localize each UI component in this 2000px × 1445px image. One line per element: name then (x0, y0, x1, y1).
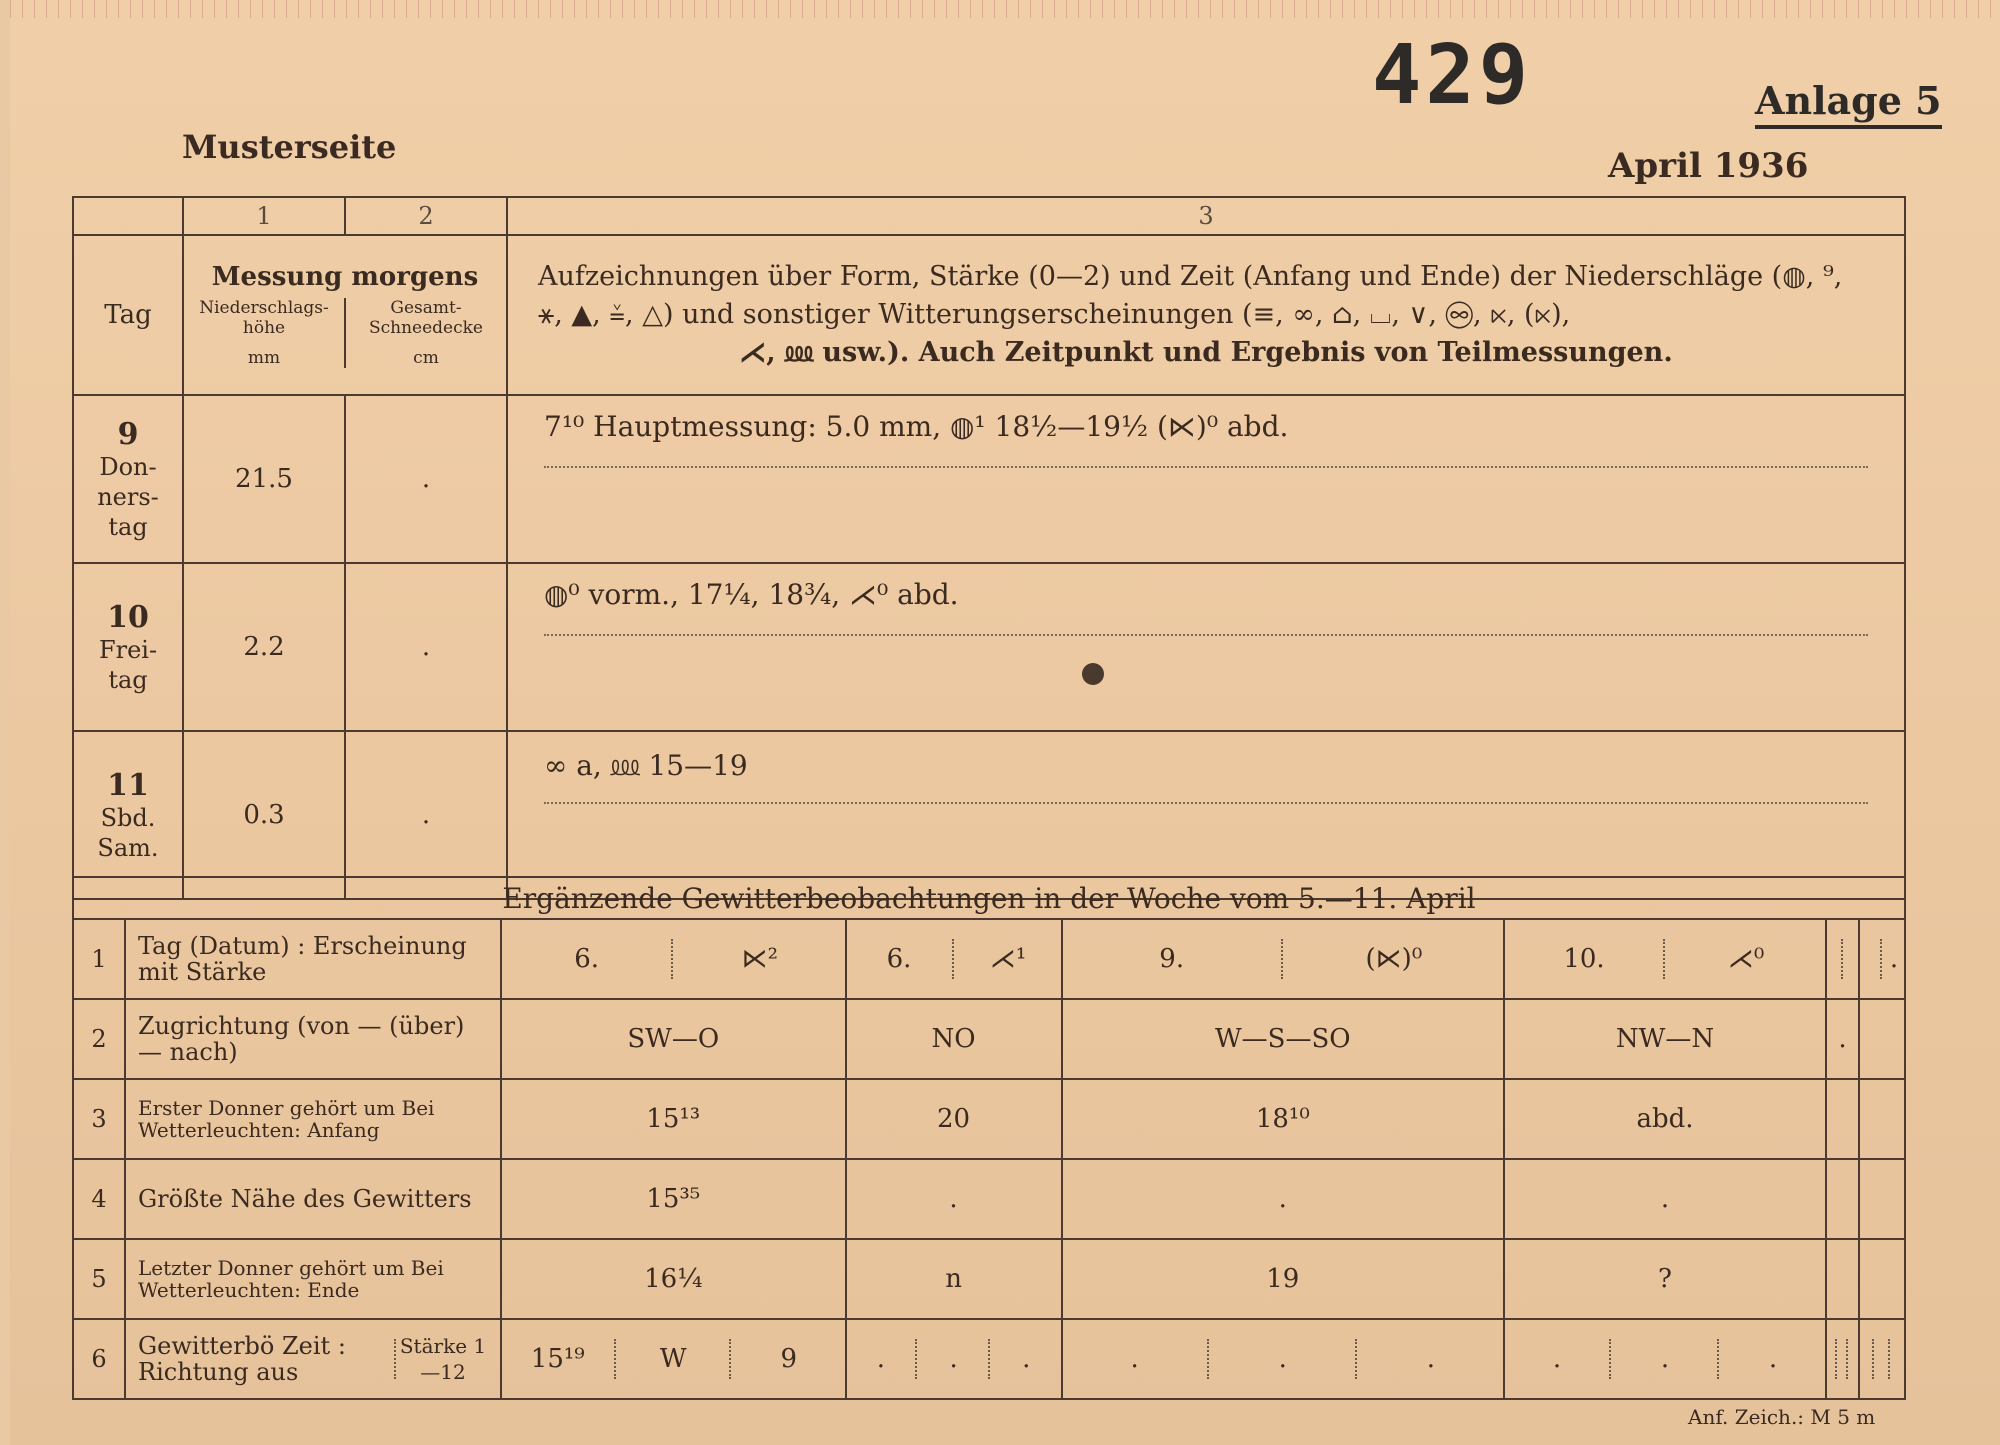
day-note-text: 7¹⁰ Hauptmessung: 5.0 mm, ◍¹ 18½—19½ (⋉)⁰ abd. (544, 410, 1289, 443)
anlage-label: Anlage 5 (1755, 78, 1942, 129)
cell-strength: . (1426, 1344, 1436, 1374)
dotted-separator (1888, 1339, 1892, 1379)
row-label (125, 1319, 501, 1399)
row-number: 2 (73, 999, 125, 1079)
gewitter-cell (1859, 1239, 1905, 1319)
ruler-strip (10, 0, 2000, 18)
gewitter-cell (501, 1319, 846, 1399)
gewitter-cell (1062, 1319, 1504, 1399)
cell-phenomenon: (⋉)⁰ (1365, 944, 1423, 974)
gewitter-cell: n (846, 1239, 1062, 1319)
day-cell (73, 731, 183, 899)
dotted-line (544, 802, 1868, 804)
row-label: Größte Nähe des Gewitters (125, 1159, 501, 1239)
day-name: Sbd. (100, 803, 156, 832)
day-number: 10 (107, 599, 149, 635)
messung-title: Messung morgens (211, 262, 479, 292)
gewitter-cell (1859, 1319, 1905, 1399)
gewitter-cell: 16¼ (501, 1239, 846, 1319)
desc-line-1: Aufzeichnungen über Form, Stärke (0—2) und Zeit (Anfang und Ende) der Niederschläge (◍, ⁹, (538, 261, 1843, 292)
gewitter-row (73, 919, 1905, 999)
cell-time: 15¹⁹ (530, 1344, 585, 1374)
boe-label: Gewitterbö Zeit : Richtung aus (138, 1332, 346, 1386)
gewitter-title: Ergänzende Gewitterbeobachtungen in der Woche vom 5.—11. April (73, 877, 1905, 919)
gewitter-cell: NW—N (1504, 999, 1826, 1079)
column-number-row (73, 197, 1905, 235)
cell-date: 6. (886, 944, 912, 974)
niederschlag-label: Niederschlags- (199, 298, 329, 318)
schnee-label: Gesamt- (390, 298, 462, 318)
gewitter-row (73, 1159, 1905, 1239)
tag-header: Tag (73, 235, 183, 395)
gewitter-cell (1859, 1079, 1905, 1159)
gewitter-cell: W—S—SO (1062, 999, 1504, 1079)
month-label: April 1936 (1608, 146, 1809, 186)
cell-direction: . (1278, 1344, 1287, 1374)
day-note (507, 731, 1905, 899)
gewitter-cell (1826, 1159, 1859, 1239)
gewitter-cell (501, 919, 846, 999)
ink-stain (1082, 663, 1104, 685)
gewitter-cell: . (1504, 1159, 1826, 1239)
day-row (73, 731, 1905, 899)
cell-time: . (1130, 1344, 1139, 1374)
dotted-separator (1835, 1339, 1839, 1379)
boe-strength-label: Stärke 1—12 (399, 1334, 487, 1384)
niederschlag-value: 21.5 (183, 395, 345, 563)
messung-header (183, 235, 507, 395)
cell-phenomenon: ⋉² (741, 944, 779, 974)
cell-date: 6. (574, 944, 600, 974)
col-1: 1 (183, 197, 345, 235)
gewitter-cell: SW—O (501, 999, 846, 1079)
gewitter-cell (1826, 919, 1859, 999)
cell-direction: W (659, 1344, 687, 1374)
gewitter-cell: . (1826, 999, 1859, 1079)
day-name: Don- (99, 452, 157, 481)
schnee-unit: cm (413, 348, 439, 368)
desc-line-2: ⚹, ▲, ≚, △) und sonstiger Witterungserscheinungen (≡, ∞, ⌂, ⌴, ∨, ♾, ⋉, (⋉), (538, 299, 1571, 330)
gewitter-cell (1826, 1239, 1859, 1319)
gewitter-cell: . (1062, 1159, 1504, 1239)
col-2: 2 (345, 197, 507, 235)
day-cell (73, 563, 183, 731)
page-number: 429 (1372, 28, 1533, 123)
gewitter-cell (846, 919, 1062, 999)
gewitter-cell (1504, 919, 1826, 999)
gewitter-cell (1826, 1319, 1859, 1399)
row-number: 6 (73, 1319, 125, 1399)
cell-time: . (876, 1344, 885, 1374)
niederschlag-label2: höhe (242, 318, 286, 338)
day-note-text: ∞ a, ⅏ 15—19 (544, 749, 748, 782)
niederschlag-value: 0.3 (183, 731, 345, 899)
day-note-text: ◍⁰ vorm., 17¼, 18¾, ⋌⁰ abd. (544, 578, 959, 611)
day-name-3: tag (108, 512, 148, 541)
gewitter-cell: 15¹³ (501, 1079, 846, 1159)
gewitter-cell (1826, 1079, 1859, 1159)
description-header (507, 235, 1905, 395)
header-row (73, 235, 1905, 395)
dotted-line (544, 466, 1868, 468)
day-note (507, 395, 1905, 563)
col-3: 3 (507, 197, 1905, 235)
row-number: 5 (73, 1239, 125, 1319)
gewitter-cell (1859, 1159, 1905, 1239)
schnee-value: . (345, 395, 507, 563)
footer-note: Anf. Zeich.: M 5 m (1688, 1405, 1876, 1429)
row-label: Erster Donner gehört um Bei Wetterleuchten: Anfang (125, 1079, 501, 1159)
dotted-separator (1841, 939, 1845, 979)
gewitter-cell: 19 (1062, 1239, 1504, 1319)
gewitter-cell: 15³⁵ (501, 1159, 846, 1239)
cell-phenomenon: . (1889, 944, 1899, 974)
day-row (73, 395, 1905, 563)
gewitter-cell (1062, 919, 1504, 999)
cell-phenomenon: ⋌¹ (989, 944, 1027, 974)
cell-strength: . (1768, 1344, 1778, 1374)
gewitter-cell: ? (1504, 1239, 1826, 1319)
row-label: Zugrichtung (von — (über) — nach) (125, 999, 501, 1079)
cell-direction: . (949, 1344, 958, 1374)
schnee-value: . (345, 731, 507, 899)
schnee-label2: Schneedecke (368, 318, 483, 338)
row-label: Letzter Donner gehört um Bei Wetterleuchten: Ende (125, 1239, 501, 1319)
row-label: Tag (Datum) : Erscheinung mit Stärke (125, 919, 501, 999)
day-note (507, 563, 1905, 731)
row-number: 1 (73, 919, 125, 999)
gewitter-cell: 18¹⁰ (1062, 1079, 1504, 1159)
day-number: 11 (107, 767, 149, 803)
gewitter-cell (846, 1319, 1062, 1399)
day-cell (73, 395, 183, 563)
gewitter-title-row (73, 877, 1905, 919)
day-number: 9 (117, 416, 139, 452)
gewitter-cell: 20 (846, 1079, 1062, 1159)
schnee-value: . (345, 563, 507, 731)
cell-time: . (1552, 1344, 1562, 1374)
cell-date: 10. (1563, 944, 1605, 974)
gewitter-cell: . (846, 1159, 1062, 1239)
gewitter-table (72, 876, 1906, 1400)
schnee-header (344, 298, 506, 368)
day-name-2: ners- (97, 482, 159, 511)
col-blank (73, 197, 183, 235)
dotted-line (544, 634, 1868, 636)
cell-phenomenon: ⋌⁰ (1727, 944, 1765, 974)
cell-strength: 9 (780, 1344, 798, 1374)
gewitter-row (73, 1319, 1905, 1399)
cell-strength: . (1022, 1344, 1031, 1374)
niederschlag-unit: mm (247, 348, 281, 368)
dotted-separator (1846, 1339, 1850, 1379)
gewitter-cell: abd. (1504, 1079, 1826, 1159)
day-name: Frei- (98, 635, 158, 664)
day-name-2: tag (108, 665, 148, 694)
dotted-separator (1872, 1339, 1876, 1379)
gewitter-cell (1504, 1319, 1826, 1399)
row-number: 3 (73, 1079, 125, 1159)
day-row (73, 563, 1905, 731)
musterseite-label: Musterseite (182, 128, 397, 166)
cell-direction: . (1660, 1344, 1670, 1374)
gewitter-cell (1859, 999, 1905, 1079)
observation-table (72, 196, 1906, 900)
gewitter-cell: NO (846, 999, 1062, 1079)
niederschlag-header (184, 298, 344, 368)
day-name-2: Sam. (97, 833, 159, 862)
gewitter-row (73, 1239, 1905, 1319)
desc-line-3: ⋌, ⅏ usw.). Auch Zeitpunkt und Ergebnis von Teilmessungen. (739, 337, 1673, 368)
gewitter-row (73, 1079, 1905, 1159)
gewitter-cell (1859, 919, 1905, 999)
cell-date: 9. (1159, 944, 1185, 974)
row-number: 4 (73, 1159, 125, 1239)
niederschlag-value: 2.2 (183, 563, 345, 731)
gewitter-row (73, 999, 1905, 1079)
